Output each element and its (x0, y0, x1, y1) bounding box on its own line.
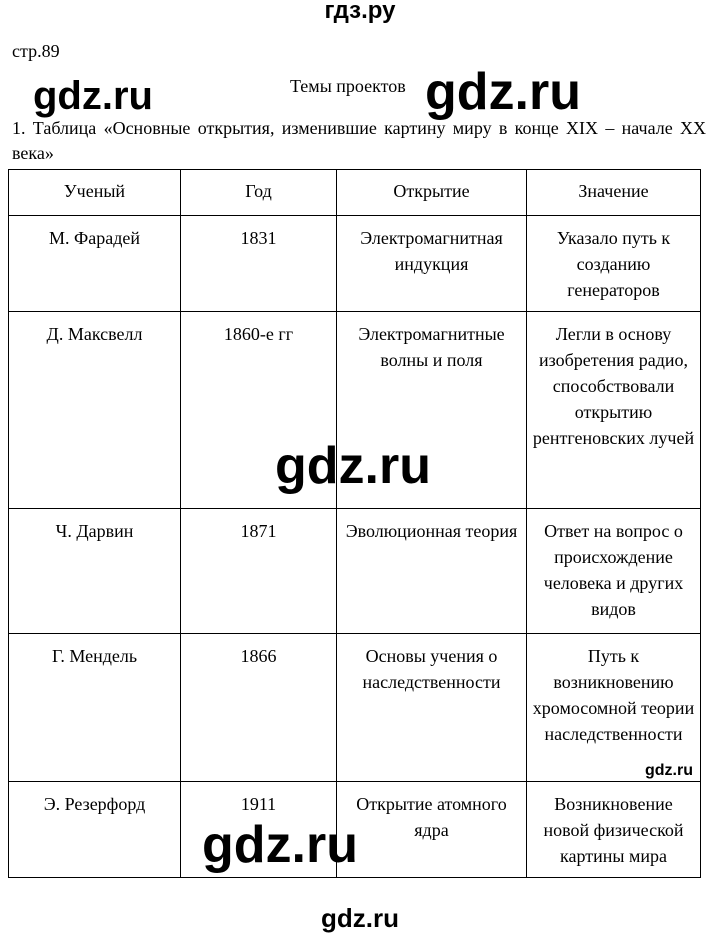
cell-scientist: Ч. Дарвин (9, 509, 181, 634)
cell-significance: Возникновение новой физической картины мира (527, 782, 701, 878)
page-reference: стр.89 (12, 41, 60, 61)
cell-scientist: Д. Максвелл (9, 312, 181, 509)
cell-significance: Путь к возникновению хромосомной теории наследственности (527, 634, 701, 782)
cell-discovery: Электромагнитная индукция (337, 216, 527, 312)
watermark: gdz.ru (275, 437, 431, 495)
discoveries-table (8, 169, 701, 878)
cell-discovery: Открытие атомного ядра (337, 782, 527, 878)
cell-scientist: Г. Мендель (9, 634, 181, 782)
cell-year: 1866 (181, 634, 337, 782)
column-header-scientist: Ученый (9, 170, 181, 216)
table-caption: 1. Таблица «Основные открытия, изменившие картину миру в конце XIX – начале XX века» (12, 118, 706, 163)
cell-year: 1871 (181, 509, 337, 634)
cell-discovery: Основы учения о наследственности (337, 634, 527, 782)
watermark: gdz.ru (202, 816, 358, 874)
column-header-year: Год (181, 170, 337, 216)
cell-scientist: М. Фарадей (9, 216, 181, 312)
table-row (9, 216, 701, 312)
cell-year: 1911 (181, 782, 337, 878)
table-row (9, 509, 701, 634)
table-row (9, 634, 701, 782)
watermark-small: gdz.ru (645, 762, 693, 779)
cell-year: 1831 (181, 216, 337, 312)
watermark: gdz.ru (425, 63, 581, 121)
site-header: гдз.ру (324, 0, 396, 24)
cell-significance: Указало путь к созданию генераторов (527, 216, 701, 312)
column-header-significance: Значение (527, 170, 701, 216)
watermark: gdz.ru (33, 74, 153, 118)
cell-discovery: Электромагнитные волны и поля (337, 312, 527, 509)
cell-significance: Ответ на вопрос о происхождение человека и других видов (527, 509, 701, 634)
footer-watermark: gdz.ru (321, 903, 399, 933)
cell-discovery: Эволюционная теория (337, 509, 527, 634)
topics-title: Темы проектов (290, 76, 406, 96)
cell-year: 1860-е гг (181, 312, 337, 509)
column-header-discovery: Открытие (337, 170, 527, 216)
table-header-row (9, 170, 701, 216)
cell-scientist: Э. Резерфорд (9, 782, 181, 878)
cell-significance: Легли в основу изобретения радио, способствовали открытию рентгеновских лучей (527, 312, 701, 509)
